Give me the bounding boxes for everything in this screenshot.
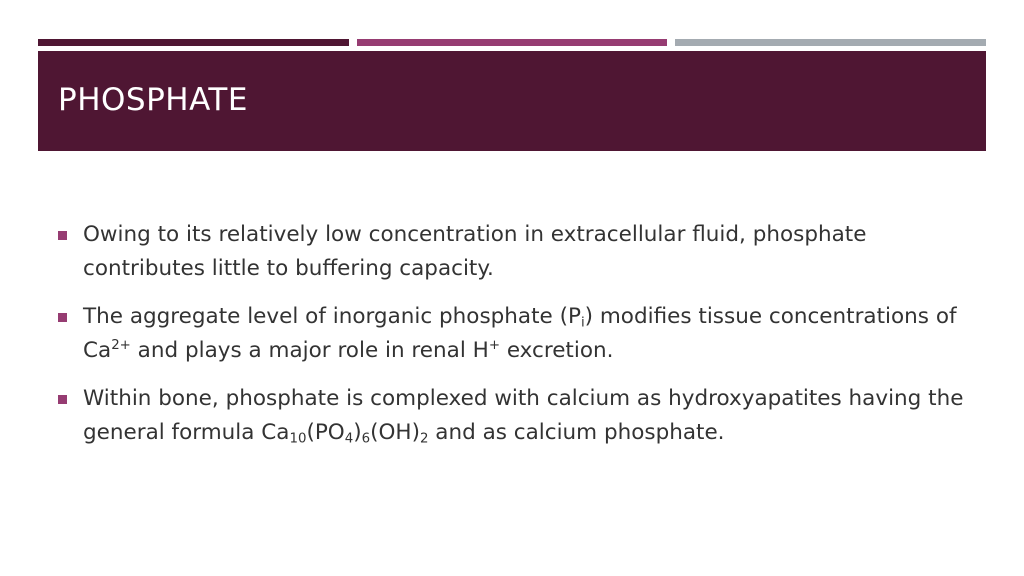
superscript: 2+ (111, 338, 131, 354)
bullet-text: Owing to its relatively low concentration in extracellular fluid, phosphate contributes little to buffering capacity. (83, 222, 867, 281)
superscript: + (488, 338, 500, 354)
top-stripe-gray (675, 39, 986, 46)
bullet-text: The aggregate level of inorganic phosphate $(P_i)$ modifies tissue concentrations of $Ca^{2+}$ and plays a major role in renal H+ excretion. (83, 304, 957, 363)
subscript: 10 (289, 431, 307, 447)
top-stripe-dark (38, 39, 349, 46)
subscript: 2 (419, 431, 429, 447)
square-bullet-icon (58, 313, 67, 322)
bullet-item (58, 382, 988, 450)
bullet-item (58, 300, 988, 368)
title-bar (38, 51, 986, 151)
top-stripe-accent (357, 39, 667, 46)
subscript: i (580, 315, 585, 331)
square-bullet-icon (58, 395, 67, 404)
bullet-text: Within bone, phosphate is complexed with calcium as hydroxyapatites having the general formula $Ca_{10}(PO_4)_6(OH)_2$ and as calcium phosphate. (83, 386, 964, 447)
bullet-list (58, 218, 988, 464)
bullet-item (58, 218, 988, 286)
subscript: 4 (344, 431, 354, 447)
subscript: 6 (361, 431, 371, 447)
square-bullet-icon (58, 231, 67, 240)
slide-title: PHOSPHATE (58, 82, 248, 118)
